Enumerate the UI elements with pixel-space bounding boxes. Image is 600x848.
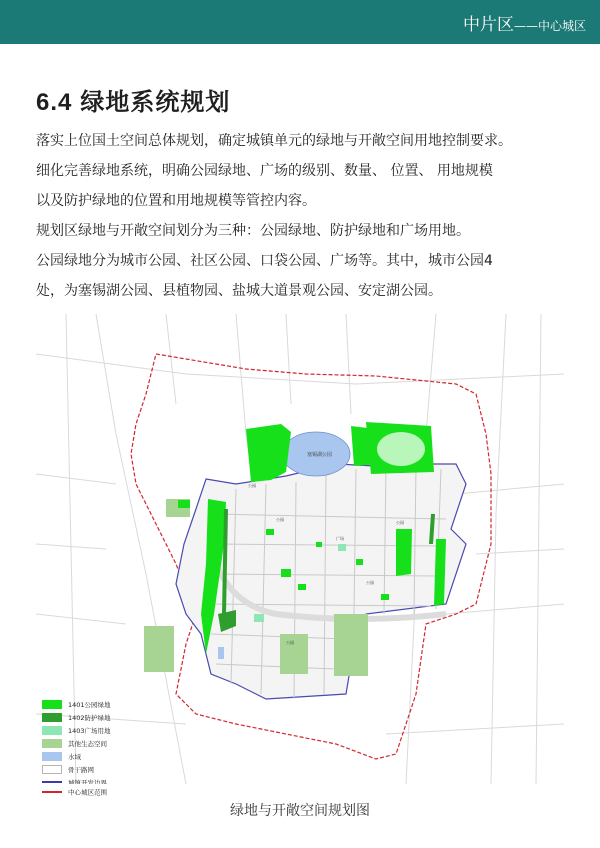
legend-item-5	[43, 765, 95, 774]
legend-label: 1401公园绿地	[68, 701, 111, 709]
svg-text:公园: 公园	[396, 520, 404, 525]
section-subname: ——中心城区	[513, 19, 586, 33]
legend-label: 1402防护绿地	[68, 714, 111, 722]
legend-label: 城镇开发边界	[68, 779, 107, 784]
svg-text:公园: 公园	[248, 483, 256, 488]
legend-item-2	[42, 726, 111, 735]
svg-text:公园: 公园	[276, 517, 284, 522]
legend-label: 水域	[68, 753, 81, 761]
legend-label: 骨干路网	[68, 766, 94, 774]
section-title: 绿地系统规划	[80, 88, 231, 116]
legend-label: 中心城区范围	[68, 788, 107, 797]
legend-item-1	[42, 713, 111, 722]
section-name: 中片区	[462, 15, 514, 35]
lake-island	[377, 432, 425, 466]
svg-text:公园: 公园	[286, 640, 294, 645]
section-number: 6.4	[36, 89, 73, 116]
water-channel	[218, 647, 224, 659]
paragraph-line: 以及防护绿地的位置和用地规模等管控内容。	[36, 193, 316, 209]
paragraph-line: 规划区绿地与开敞空间划分为三种：公园绿地、防护绿地和广场用地。	[36, 223, 470, 239]
legend-label: 1403广场用地	[68, 727, 111, 735]
paragraph-line: 处，为塞锡湖公园、县植物园、盐城大道景观公园、安定湖公园。	[36, 283, 442, 299]
body-text	[36, 126, 576, 306]
lake-label: 塞锡湖公园	[307, 452, 333, 458]
legend-item-4	[42, 752, 82, 761]
legend-item-7	[42, 786, 182, 798]
paragraph-line: 公园绿地分为城市公园、社区公园、口袋公园、广场等。其中，城市公园4	[36, 253, 493, 269]
legend	[42, 700, 111, 784]
map-graphic	[36, 314, 564, 784]
legend-label: 其他生态空间	[68, 740, 107, 748]
legend-item-6	[42, 778, 108, 784]
header-bar	[0, 0, 600, 44]
paragraph-line: 细化完善绿地系统，明确公园绿地、广场的级别、数量、 位置、 用地规模	[36, 163, 493, 179]
legend-item-0	[42, 700, 111, 709]
green-space-plan-map	[36, 314, 564, 784]
legend-item-3	[42, 739, 108, 748]
svg-text:广场: 广场	[336, 536, 344, 541]
section-indicator	[463, 10, 586, 35]
page-title	[36, 82, 230, 117]
paragraph-line: 落实上位国土空间总体规划，确定城镇单元的绿地与开敞空间用地控制要求。	[36, 133, 512, 149]
figure-caption: 绿地与开敞空间规划图	[230, 803, 370, 819]
svg-text:公园: 公园	[366, 580, 374, 585]
